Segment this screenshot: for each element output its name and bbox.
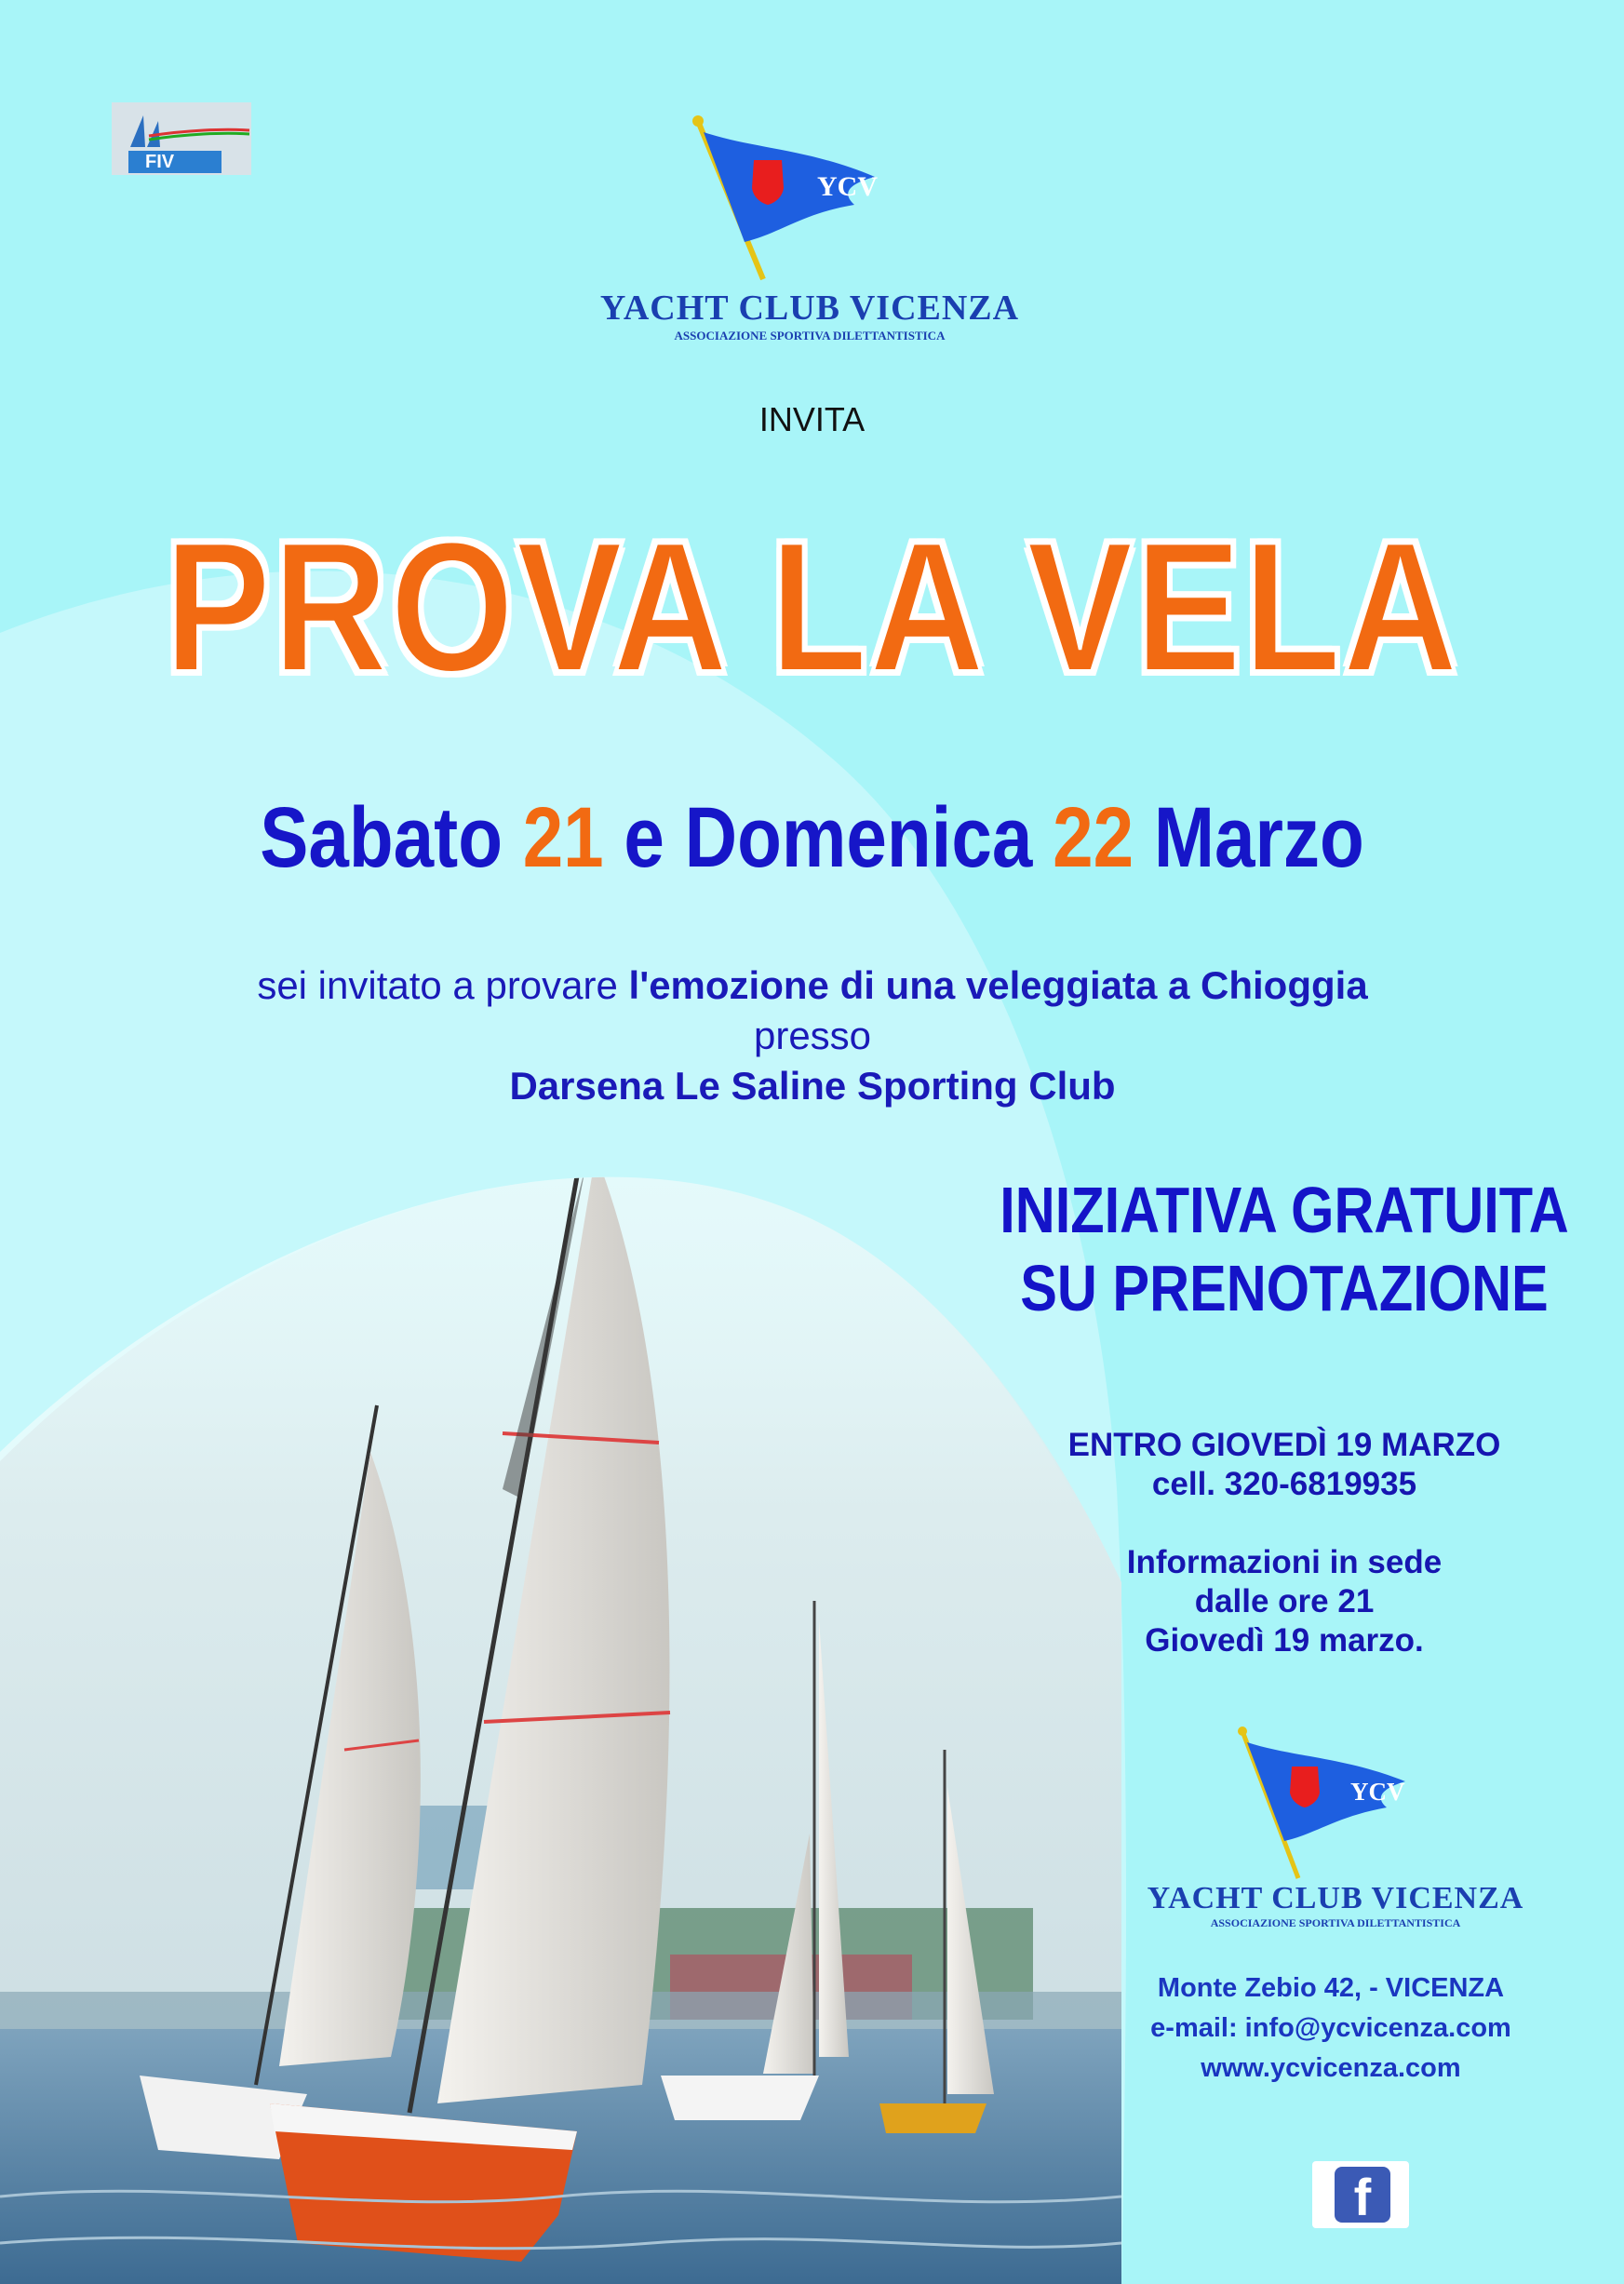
invite-line2: presso (753, 1014, 872, 1057)
gratuita-line2: SU PRENOTAZIONE (1020, 1252, 1549, 1324)
invite-text (0, 961, 1624, 1111)
dates-day1: 21 (522, 790, 604, 885)
sailboats-photo (0, 1098, 1121, 2284)
dates-part2: e Domenica (603, 790, 1054, 885)
dates-day2: 22 (1053, 790, 1134, 885)
header-club-subtitle: ASSOCIAZIONE SPORTIVA DILETTANTISTICA (674, 329, 946, 343)
footer-ycv-logo (1140, 1722, 1531, 1930)
flag-text: YCV (817, 171, 878, 202)
facebook-button[interactable] (1312, 2161, 1409, 2228)
footer-flag-text: YCV (1350, 1778, 1405, 1806)
fiv-label: FIV (128, 151, 221, 173)
fiv-logo (112, 102, 251, 175)
invite-line1-normal: sei invitato a provare (257, 963, 629, 1007)
contact-website[interactable]: www.ycvicenza.com (1201, 2053, 1461, 2083)
contact-info (1098, 1968, 1564, 2089)
sail-logo-icon (112, 102, 251, 149)
header-ycv-logo (596, 112, 1024, 343)
contact-email[interactable]: e-mail: info@ycvicenza.com (1150, 2013, 1511, 2043)
invite-line3: Darsena Le Saline Sporting Club (509, 1064, 1116, 1108)
footer-club-subtitle: ASSOCIAZIONE SPORTIVA DILETTANTISTICA (1210, 1916, 1461, 1929)
facebook-icon: f (1335, 2167, 1390, 2223)
invite-line1 (0, 961, 1624, 1011)
booking-deadline: ENTRO GIOVEDÌ 19 MARZO (1067, 1427, 1501, 1463)
ycv-flag-icon (1140, 1722, 1531, 1880)
booking-phone: cell. 320-6819935 (1151, 1466, 1417, 1502)
ycv-flag-icon (596, 112, 1024, 289)
gratuita-line1: INIZIATIVA GRATUITA (1000, 1174, 1569, 1246)
event-dates (122, 791, 1502, 884)
header-club-name: YACHT CLUB VICENZA (599, 289, 1020, 328)
invita-label: INVITA (758, 400, 866, 438)
invite-line1-bold: l'emozione di una veleggiata a Chioggia (628, 963, 1368, 1007)
booking-info3: Giovedì 19 marzo. (1145, 1622, 1424, 1659)
booking-info2: dalle ore 21 (1194, 1583, 1375, 1619)
contact-address: Monte Zebio 42, - VICENZA (1157, 1973, 1505, 2003)
headline: PROVA LA VELA (164, 504, 1460, 711)
footer-club-name: YACHT CLUB VICENZA (1147, 1881, 1524, 1915)
booking-info1: Informazioni in sede (1126, 1544, 1443, 1580)
dates-part3: Marzo (1134, 790, 1364, 885)
dates-part1: Sabato (260, 790, 523, 885)
